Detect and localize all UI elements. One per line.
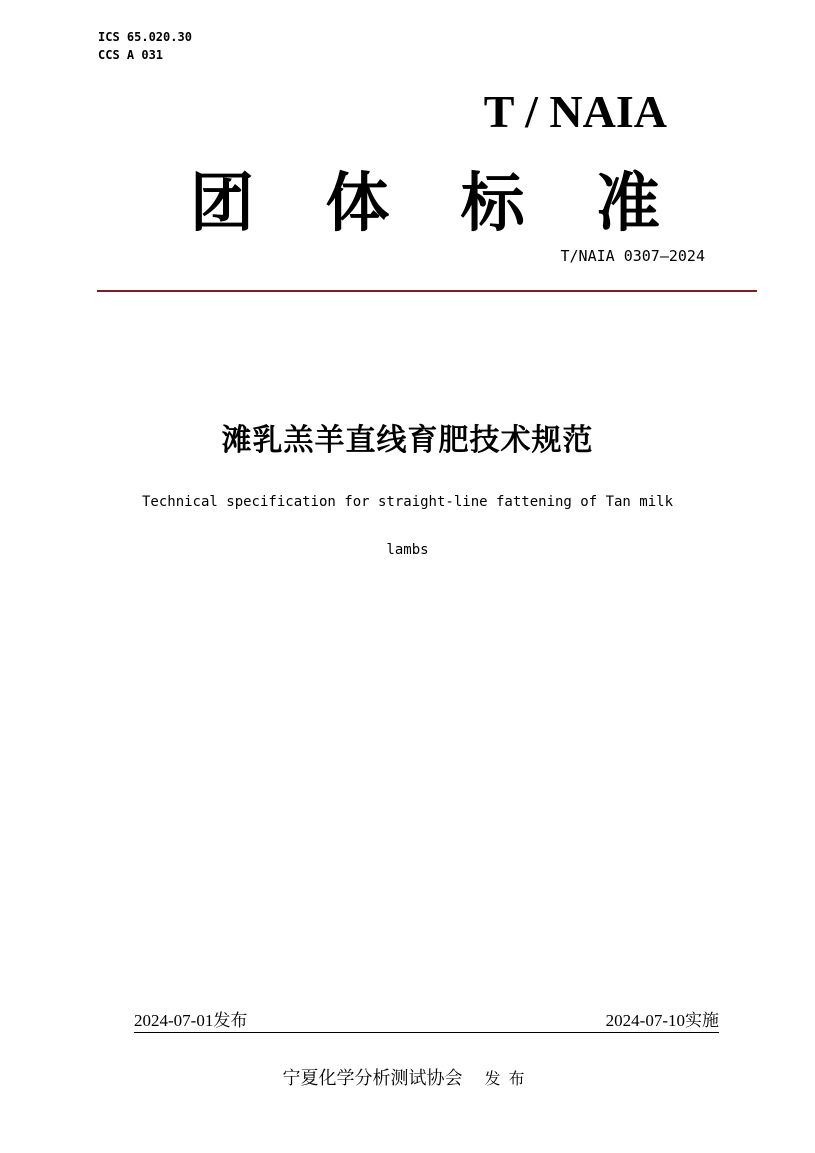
title-chinese: 滩乳羔羊直线育肥技术规范 [221,423,594,458]
title-english-line1: Technical specification for straight-line fattening of Tan milk [141,494,673,510]
ics-code: ICS 65.020.30 [98,30,192,44]
publisher-line [0,1064,815,1094]
doc-type-char: 体 [325,167,390,241]
doc-type-char: 团 [190,167,254,241]
title-english-line2: lambs [386,542,429,558]
document-type-heading [190,164,660,244]
issue-label: 发布 [484,1069,533,1088]
doc-type-char: 标 [460,167,525,241]
doc-type-char: 准 [595,167,660,241]
publish-date: 2024-07-01发布 [134,1011,248,1030]
ccs-code: CCS A 031 [98,48,164,62]
publisher-name: 宁夏化学分析测试协会 [282,1068,463,1089]
organization-code: T / NAIA [483,86,667,137]
header-divider [97,290,757,292]
implement-date: 2024-07-10实施 [605,1011,719,1030]
standard-number: T/NAIA 0307—2024 [560,247,705,265]
classification-codes [98,28,192,64]
dates-line [134,1010,719,1033]
